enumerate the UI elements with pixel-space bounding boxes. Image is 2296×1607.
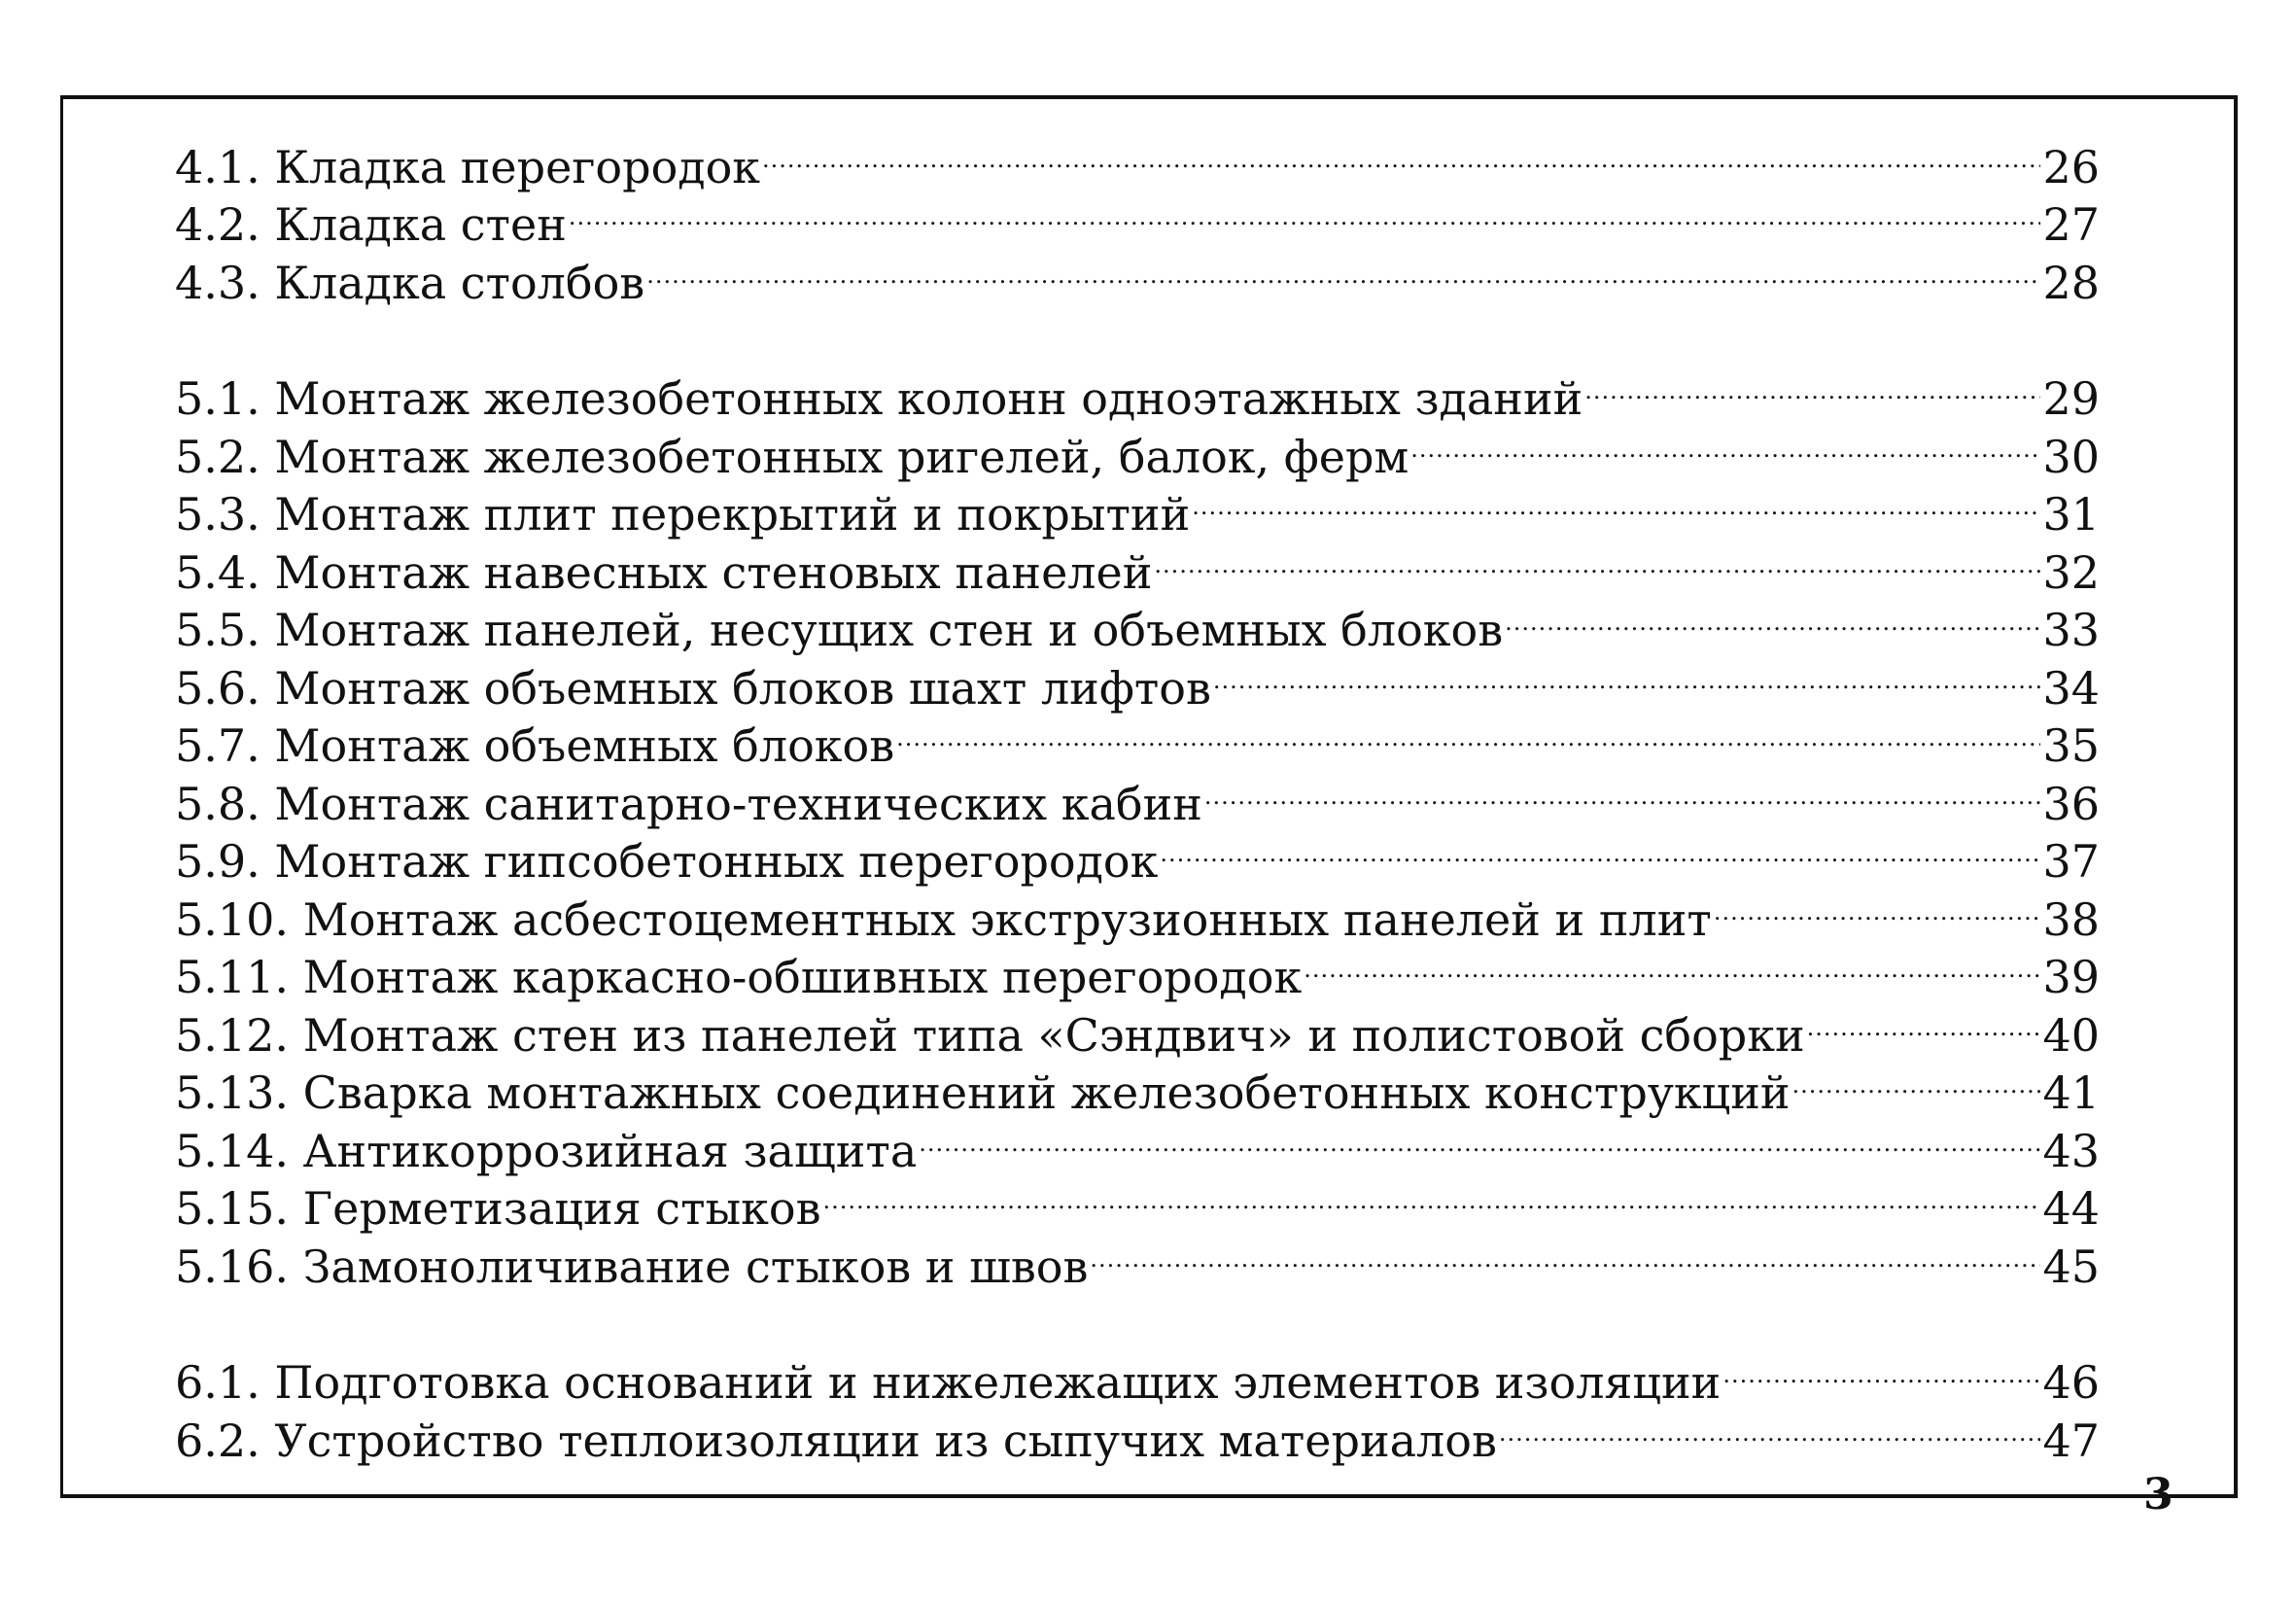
toc-entry-text: Монтаж стен из панелей типа «Сэндвич» и полистовой сборки	[302, 1008, 1805, 1062]
dot-leader	[896, 704, 2040, 762]
toc-group-6	[175, 1341, 2100, 1467]
toc-entry-number: 5.4.	[175, 545, 261, 599]
toc-group-5	[175, 357, 2100, 1293]
dot-leader	[646, 240, 2040, 298]
toc-entry-page: 43	[2042, 1124, 2100, 1177]
toc-entry-text: Монтаж железобетонных ригелей, балок, ферм	[274, 430, 1409, 483]
dot-leader	[1792, 1051, 2041, 1109]
dot-leader	[822, 1167, 2040, 1225]
toc-entry-text: Монтаж панелей, несущих стен и объемных блоков	[274, 604, 1504, 656]
toc-entry-page: 45	[2042, 1240, 2100, 1293]
toc-entry-title	[175, 1354, 1721, 1413]
dot-leader	[919, 1108, 2040, 1167]
toc-entry-text: Подготовка оснований и нижележащих элементов изоляции	[274, 1356, 1722, 1409]
toc-entry-text: Монтаж санитарно-технических кабин	[274, 777, 1202, 830]
toc-entry-number: 5.8.	[175, 777, 261, 830]
toc-entry-text: Сварка монтажных соединений железобетонных конструкций	[302, 1066, 1791, 1119]
table-of-contents	[175, 124, 2100, 1467]
toc-entry-number: 6.1.	[175, 1356, 261, 1409]
toc-entry-number: 4.2.	[175, 198, 261, 251]
toc-entry-page: 31	[2042, 488, 2100, 541]
toc-entry-number: 5.6.	[175, 661, 261, 715]
toc-entry-text: Монтаж объемных блоков	[274, 719, 895, 772]
toc-entry-page: 35	[2042, 719, 2100, 772]
toc-entry-number: 5.14.	[175, 1124, 290, 1177]
dot-leader	[569, 183, 2041, 241]
toc-entry-number: 5.11.	[175, 951, 290, 1003]
toc-entry-title	[175, 776, 1202, 834]
toc-entry[interactable]	[175, 357, 2100, 425]
toc-entry-page: 28	[2042, 256, 2100, 309]
toc-entry-page: 34	[2042, 661, 2100, 715]
dot-leader	[1090, 1224, 2040, 1282]
toc-entry-text: Монтаж асбестоцементных экструзионных панелей и плит	[302, 892, 1712, 946]
toc-entry-page: 39	[2042, 951, 2100, 1003]
toc-entry-text: Монтаж плит перекрытий и покрытий	[274, 488, 1191, 541]
toc-entry-text: Устройство теплоизоляции из сыпучих материалов	[274, 1414, 1497, 1467]
toc-entry[interactable]	[175, 1341, 2100, 1409]
toc-entry-number: 4.1.	[175, 140, 261, 193]
toc-entry-text: Кладка перегородок	[274, 140, 761, 193]
dot-leader	[1410, 414, 2040, 472]
dot-leader	[762, 124, 2040, 183]
dot-leader	[1584, 357, 2040, 415]
toc-entry-text: Монтаж навесных стеновых панелей	[274, 545, 1153, 599]
toc-entry-page: 38	[2042, 892, 2100, 946]
toc-entry-title	[175, 486, 1190, 544]
toc-entry-number: 5.7.	[175, 719, 261, 772]
page-number: 3	[2143, 1470, 2174, 1520]
dot-leader	[1192, 472, 2040, 531]
toc-entry-number: 5.15.	[175, 1182, 290, 1235]
toc-entry-page: 40	[2042, 1008, 2100, 1062]
toc-entry-page: 27	[2042, 198, 2100, 251]
toc-entry-title	[175, 833, 1158, 891]
toc-entry-page: 26	[2042, 140, 2100, 193]
dot-leader	[1160, 820, 2040, 878]
toc-entry-number: 5.12.	[175, 1008, 290, 1062]
toc-entry-page: 32	[2042, 545, 2100, 599]
toc-entry-title	[175, 196, 567, 255]
toc-entry-title	[175, 255, 644, 313]
toc-entry-page: 44	[2042, 1182, 2100, 1235]
toc-entry-title	[175, 1123, 917, 1181]
toc-entry-title	[175, 1239, 1088, 1297]
dot-leader	[1204, 761, 2041, 820]
toc-entry-text: Кладка стен	[274, 198, 567, 251]
toc-entry-number: 5.5.	[175, 604, 261, 656]
toc-entry-text: Монтаж гипсобетонных перегородок	[274, 835, 1159, 888]
toc-entry-number: 6.2.	[175, 1414, 261, 1467]
toc-entry-page: 46	[2042, 1356, 2100, 1409]
toc-entry-title	[175, 1007, 1805, 1066]
frame-bottom-rule	[60, 1494, 2109, 1498]
toc-entry-number: 5.13.	[175, 1066, 290, 1119]
toc-entry-text: Замоноличивание стыков и швов	[302, 1240, 1089, 1293]
toc-entry-text: Монтаж объемных блоков шахт лифтов	[274, 661, 1211, 715]
toc-entry-page: 29	[2042, 372, 2100, 425]
toc-entry-number: 5.2.	[175, 430, 261, 483]
dot-leader	[1722, 1341, 2040, 1399]
toc-entry-title	[175, 717, 894, 776]
toc-entry-text: Антикоррозийная защита	[302, 1124, 918, 1177]
toc-entry-page: 37	[2042, 835, 2100, 888]
toc-entry-text: Кладка столбов	[274, 256, 645, 309]
toc-entry-title	[175, 1413, 1497, 1471]
toc-entry-text: Герметизация стыков	[302, 1182, 821, 1235]
dot-leader	[1304, 935, 2040, 994]
toc-entry-text: Монтаж железобетонных колонн одноэтажных зданий	[274, 372, 1583, 425]
toc-entry-number: 5.9.	[175, 835, 261, 888]
toc-group-4	[175, 124, 2100, 309]
dot-leader	[1499, 1398, 2041, 1456]
toc-entry-number: 5.16.	[175, 1240, 290, 1293]
toc-entry-number: 5.3.	[175, 488, 261, 541]
toc-entry-number: 4.3.	[175, 256, 261, 309]
toc-entry-page: 33	[2042, 604, 2100, 656]
toc-entry-page: 36	[2042, 777, 2100, 830]
dot-leader	[1154, 530, 2040, 588]
toc-entry-number: 5.10.	[175, 892, 290, 946]
dot-leader	[1213, 646, 2041, 704]
dot-leader	[1505, 588, 2040, 646]
toc-entry-page: 41	[2042, 1066, 2100, 1119]
toc-entry-title	[175, 370, 1583, 429]
toc-entry-title	[175, 949, 1302, 1007]
toc-entry-text: Монтаж каркасно-обшивных перегородок	[302, 951, 1303, 1003]
dot-leader	[1714, 877, 2041, 935]
dot-leader	[1807, 993, 2041, 1051]
toc-entry-number: 5.1.	[175, 372, 261, 425]
toc-entry-title	[175, 544, 1152, 603]
toc-entry-title	[175, 1180, 820, 1239]
toc-entry[interactable]	[175, 124, 2100, 193]
toc-entry-page: 30	[2042, 430, 2100, 483]
toc-entry-page: 47	[2042, 1414, 2100, 1467]
